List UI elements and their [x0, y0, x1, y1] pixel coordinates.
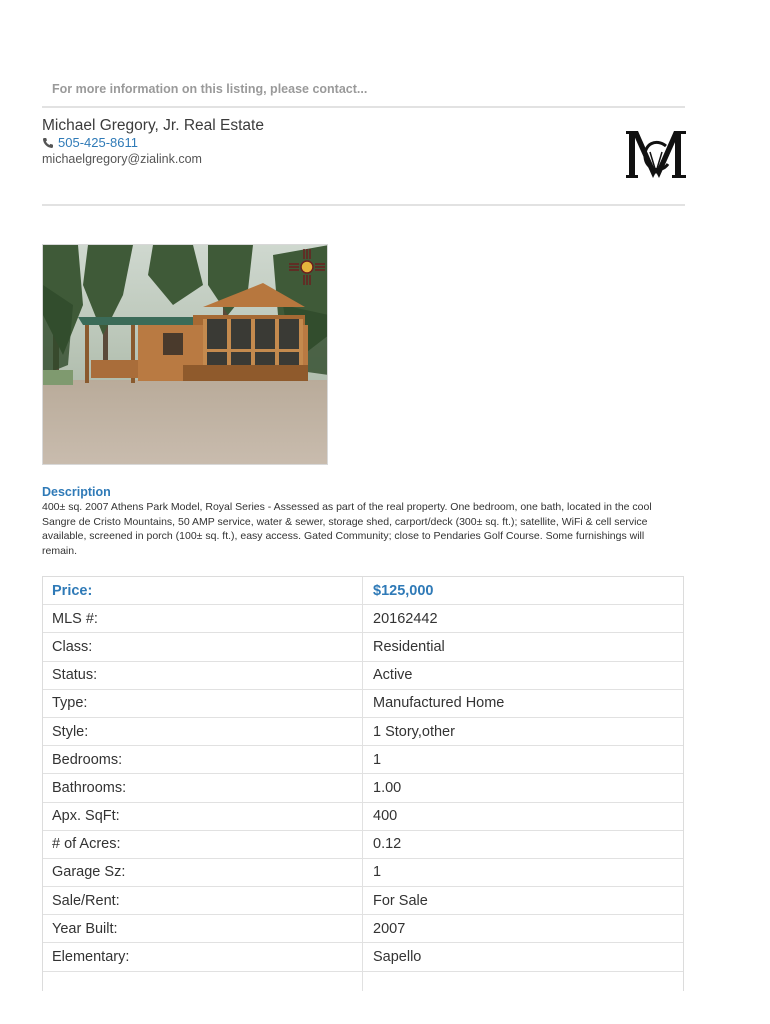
detail-value: 1	[373, 864, 382, 881]
table-row	[43, 633, 683, 661]
detail-value: 1 Story,other	[373, 723, 455, 740]
detail-label: MLS #:	[43, 605, 363, 632]
detail-value: 2007	[373, 920, 406, 937]
table-row	[43, 577, 683, 605]
table-row	[43, 803, 683, 831]
detail-value: $125,000	[373, 582, 434, 599]
detail-label: Bedrooms:	[43, 746, 363, 773]
detail-label: Garage Sz:	[43, 859, 363, 886]
detail-value: 400	[373, 808, 398, 825]
detail-label: # of Acres:	[43, 831, 363, 858]
table-row	[43, 746, 683, 774]
detail-label: Style:	[43, 718, 363, 745]
phone-link[interactable]: 505-425-8611	[58, 135, 138, 150]
description-heading: Description	[42, 485, 111, 499]
table-row	[43, 718, 683, 746]
table-row	[43, 605, 683, 633]
detail-value: 20162442	[373, 610, 438, 627]
detail-label: Status:	[43, 662, 363, 689]
detail-value: Sapello	[373, 949, 422, 966]
detail-value: Manufactured Home	[373, 695, 505, 712]
phone-icon	[42, 137, 54, 149]
divider-bottom	[42, 204, 685, 206]
agent-name: Michael Gregory, Jr. Real Estate	[42, 117, 264, 134]
email-link[interactable]: michaelgregory@zialink.com	[42, 152, 202, 166]
listing-details-table	[42, 576, 684, 972]
detail-label: Bathrooms:	[43, 774, 363, 801]
detail-label: Elementary:	[43, 943, 363, 970]
detail-label: Type:	[43, 690, 363, 717]
detail-value: 1.00	[373, 779, 402, 796]
table-row	[43, 915, 683, 943]
table-row	[43, 887, 683, 915]
detail-label: Year Built:	[43, 915, 363, 942]
table-row	[43, 831, 683, 859]
table-row	[43, 943, 683, 971]
detail-label: Apx. SqFt:	[43, 803, 363, 830]
contact-intro: For more information on this listing, please contact...	[52, 82, 368, 96]
detail-value: Active	[373, 667, 413, 684]
description-text: 400± sq. 2007 Athens Park Model, Royal Series - Assessed as part of the real property. One bedroom, one bath, located in the cool Sangre de Cristo Mountains, 50 AMP service, water & sewer, storage shed, carport/deck (300± sq. ft.); satellite, WiFi & cell service available, screened in porch (100± sq. ft.), easy access. Gated Community; close to Pendaries Golf Course. Some furnishings will remain.	[42, 501, 652, 557]
table-row	[43, 774, 683, 802]
detail-value: 1	[373, 751, 382, 768]
table-row	[43, 662, 683, 690]
detail-value: For Sale	[373, 892, 428, 909]
listing-photo[interactable]	[42, 244, 328, 465]
table-continuation	[42, 971, 684, 991]
detail-value: 0.12	[373, 836, 402, 853]
table-row	[43, 859, 683, 887]
detail-label: Sale/Rent:	[43, 887, 363, 914]
detail-label: Class:	[43, 633, 363, 660]
detail-label: Price:	[43, 577, 363, 604]
divider-top	[42, 106, 685, 108]
detail-value: Residential	[373, 638, 445, 655]
table-row	[43, 690, 683, 718]
phone-row[interactable]	[42, 135, 138, 150]
mgm-monogram-logo-icon	[626, 128, 686, 182]
